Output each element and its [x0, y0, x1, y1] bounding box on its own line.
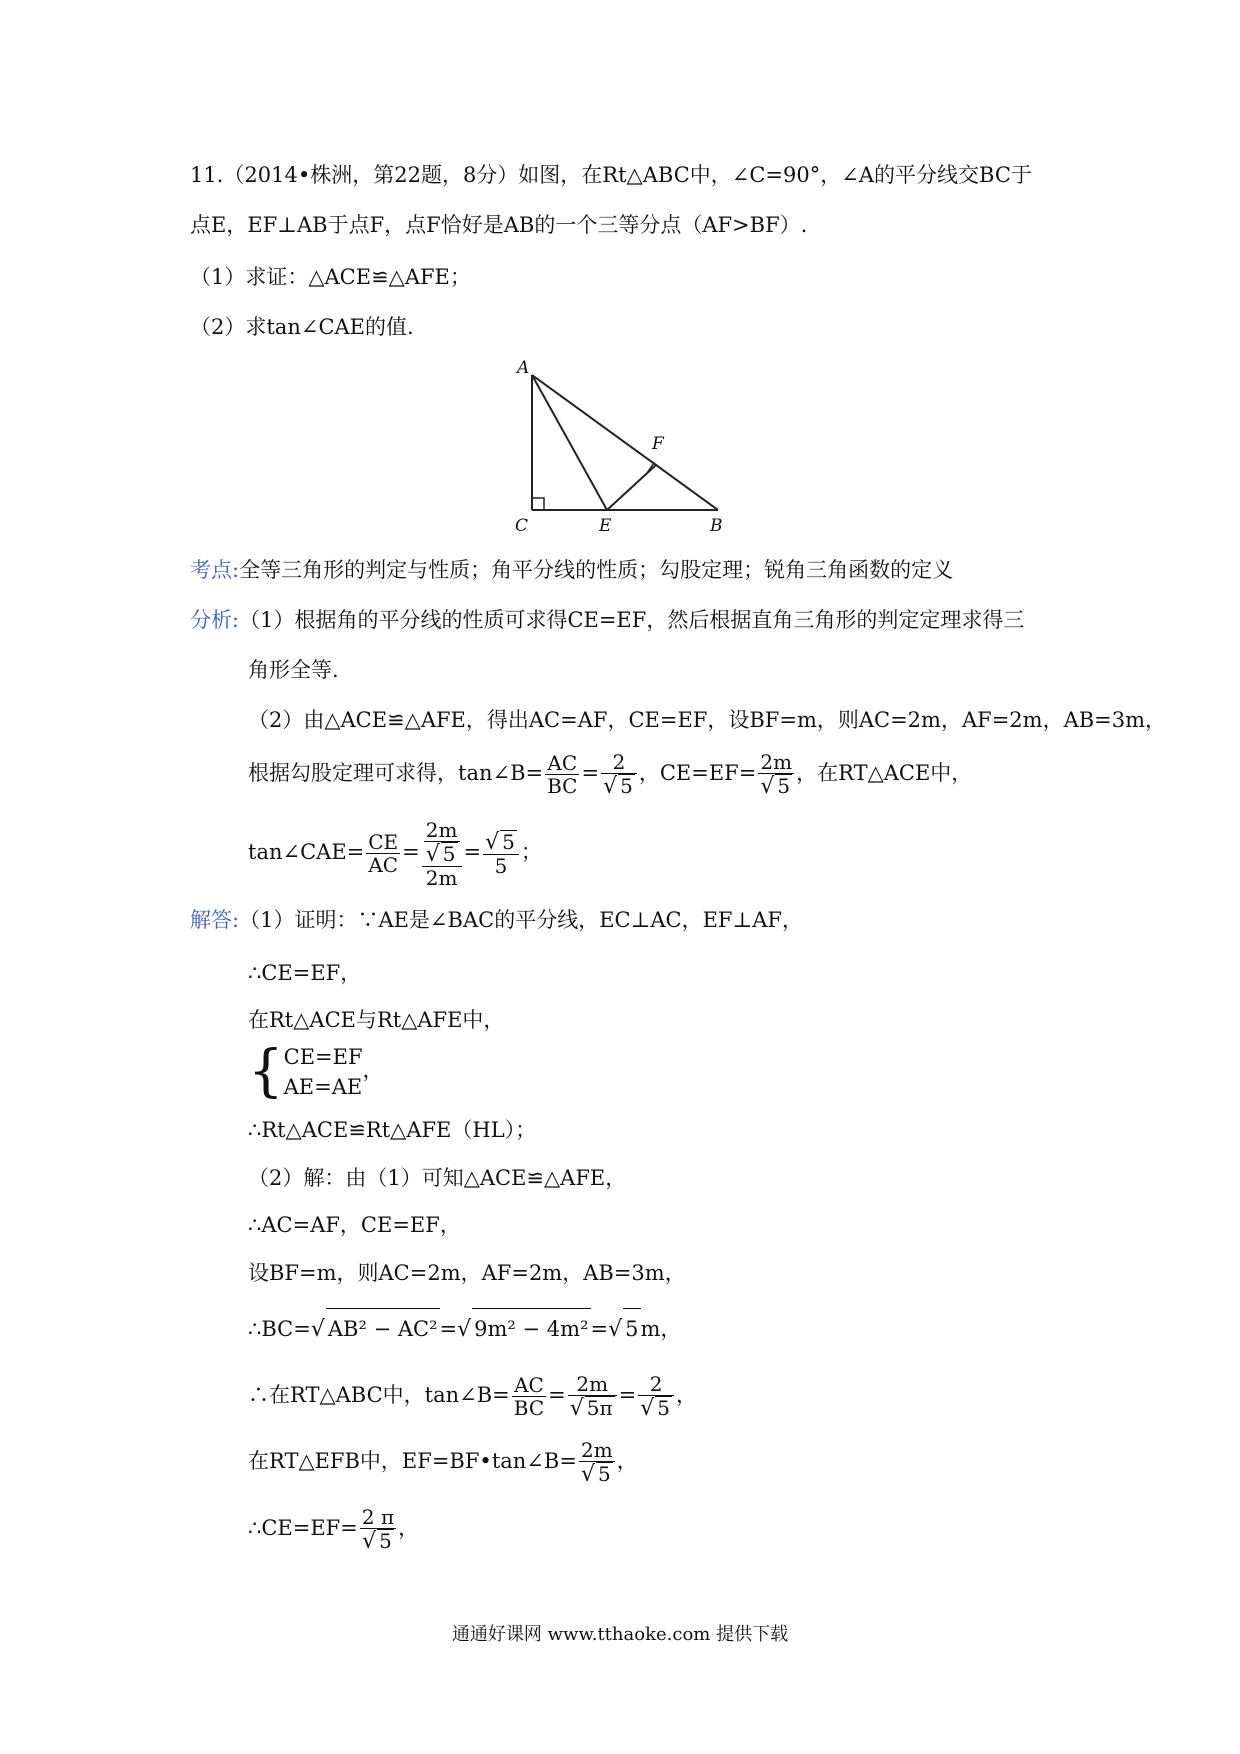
fenxi-p2b-mid: ，CE=EF=: [638, 761, 757, 785]
fenxi-p2a: （2）由△ACE≌△AFE，得出AC=AF，CE=EF，设BF=m，则AC=2m，AF=2m，AB=3m，: [248, 708, 1167, 732]
equation-system: { CE=EF AE=AE ，: [248, 1038, 384, 1104]
fenxi-label: 分析:: [190, 608, 240, 632]
den-root5-b: √ 5: [760, 774, 791, 799]
fenxi-row: [190, 605, 1024, 635]
question-1: （1）求证：△ACE≌△AFE；: [190, 265, 471, 289]
jieda-s10: 在RT△EFB中，EF=BF•tan∠B= $\frac{2m}{√ 5}$ ，: [248, 1438, 638, 1487]
num-2: 2: [601, 751, 637, 774]
kaodian-row: [190, 555, 953, 585]
bisector-ae: [532, 375, 607, 510]
fraction-ce-ac: $\frac{CE}{AC}$: [368, 830, 399, 877]
equals: =: [581, 761, 600, 785]
sys-line-2: AE=AE: [283, 1074, 363, 1099]
problem-line-1: 11.（2014•株洲，第22题，8分）如图，在Rt△ABC中，∠C=90°，∠A的平分线交BC于: [190, 163, 1032, 187]
den-root5: √ 5: [603, 774, 633, 799]
fenxi-p2b: [248, 748, 972, 798]
jieda-s7: 设BF=m，则AC=2m，AF=2m，AB=3m，: [248, 1261, 686, 1285]
triangle-figure: [500, 345, 740, 535]
jieda-s8: ∴BC=√ AB² − AC²=√ 9m² − 4m²=√ 5m，: [248, 1308, 681, 1350]
fraction-2-root5: [601, 751, 637, 798]
label-c: C: [515, 516, 529, 535]
sys-line-1: CE=EF: [283, 1044, 363, 1069]
radicand-1: AB² − AC²: [326, 1308, 440, 1349]
jieda-row: [190, 905, 803, 935]
label-b: B: [710, 516, 723, 535]
fenxi-p1a: （1）根据角的平分线的性质可求得CE=EF，然后根据直角三角形的判定定理求得三: [239, 608, 1025, 632]
label-f: F: [652, 434, 664, 454]
problem-line-2: 点E，EF⊥AB于点F，点F恰好是AB的一个三等分点（AF>BF）.: [190, 213, 808, 237]
fenxi-p2b-post: ，在RT△ACE中，: [796, 761, 973, 785]
jieda-s11: ∴CE=EF= $\frac{2 \pi}{√ 5}$ ，: [248, 1505, 420, 1554]
kaodian-text: 全等三角形的判定与性质；角平分线的性质；勾股定理；锐角三角函数的定义: [239, 558, 954, 582]
den-bc: BC: [547, 774, 578, 798]
jieda-s6: ∴AC=AF，CE=EF，: [248, 1213, 461, 1237]
num-ac: AC: [545, 752, 579, 775]
fraction-2m-root5: [758, 751, 794, 798]
side-ab: [532, 375, 718, 510]
brace: {: [248, 1038, 284, 1104]
label-e: E: [599, 516, 612, 535]
radicand-2: 9m² − 4m²: [472, 1308, 590, 1349]
jieda-s1: （1）证明：∵AE是∠BAC的平分线，EC⊥AC，EF⊥AF，: [239, 908, 803, 932]
fenxi-p3: tan∠CAE= $\frac{CE}{AC}$ = $\frac{\frac{2m}{√ 5}}{2m}$ = $\frac{√ 5}{5}$ ；: [248, 817, 542, 890]
fenxi-p3-pre: tan∠CAE=: [248, 840, 365, 864]
fraction-root5-5: $\frac{√ 5}{5}$: [483, 830, 519, 877]
jieda-label: 解答:: [190, 908, 240, 932]
kaodian-label: 考点:: [190, 558, 240, 582]
jieda-s5: （2）解：由（1）可知△ACE≌△AFE，: [248, 1166, 627, 1190]
fraction-ac-bc: [545, 752, 579, 797]
jieda-s4: ∴Rt△ACE≌Rt△AFE（HL）；: [248, 1118, 537, 1142]
fenxi-p2b-pre: 根据勾股定理可求得，tan∠B=: [248, 761, 544, 785]
jieda-s9: ∴在RT△ABC中，tan∠B= $\frac{AC}{BC}$ = $\frac{2m}{√ 5\pi}$ = $\frac{2}{√ 5}$ ，: [248, 1372, 698, 1421]
num-2m: 2m: [758, 751, 794, 774]
label-a: A: [517, 358, 530, 378]
jieda-s2: ∴CE=EF，: [248, 961, 362, 985]
fenxi-p1b: 角形全等.: [248, 658, 339, 682]
page-footer: 通通好课网 www.tthaoke.com 提供下载: [451, 1624, 789, 1645]
right-angle-c: [532, 498, 544, 510]
jieda-s3: 在Rt△ACE与Rt△AFE中，: [248, 1008, 505, 1032]
question-2: （2）求tan∠CAE的值.: [190, 315, 414, 339]
complex-fraction: $\frac{\frac{2m}{√ 5}}{2m}$: [422, 819, 462, 889]
